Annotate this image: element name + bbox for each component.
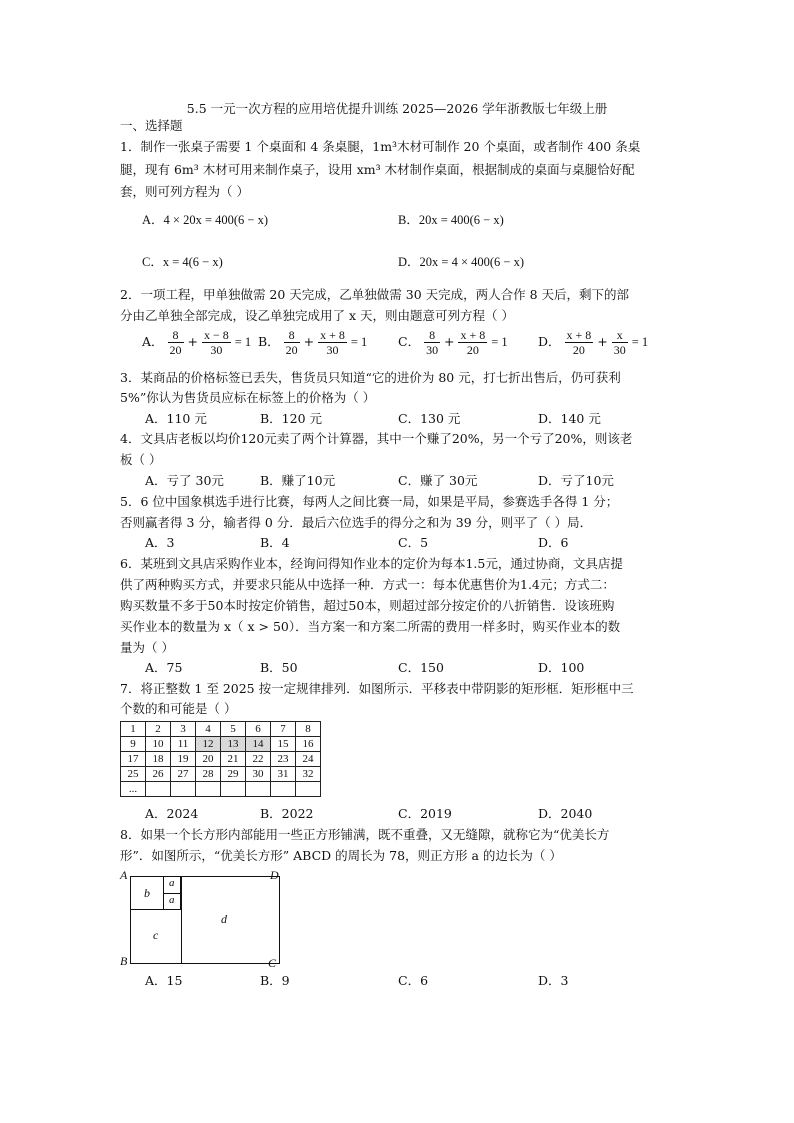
square-c-label: c <box>153 928 159 942</box>
q2-line2: 分由乙单独全部完成，设乙单独完成用了 x 天，则由题意可列方程（ ） <box>120 308 514 323</box>
q3-option-c[interactable]: C．130 元 <box>398 411 461 426</box>
q1-option-d[interactable]: D．20x = 4 × 400(6 − x) <box>398 255 525 269</box>
q5-line2: 否则赢者得 3 分，输者得 0 分．最后六位选手的得分之和为 39 分，则平了（ ）局． <box>120 515 593 530</box>
q7-option-c[interactable]: C．2019 <box>398 806 452 821</box>
q1-line2: 腿，现有 6m³ 木材可用来制作桌子，设用 xm³ 木材制作桌面，根据制成的桌面与桌腿恰好配 <box>120 162 635 177</box>
q7-option-a[interactable]: A．2024 <box>145 806 199 821</box>
fraction: $\frac{8}{20}$ <box>285 328 298 357</box>
q5-option-a[interactable]: A．3 <box>145 535 175 550</box>
number-grid-table <box>120 721 321 797</box>
q8-line1: 8．如果一个长方形内部能用一些正方形铺满，既不重叠，又无缝隙，就称它为“优美长方 <box>120 827 610 842</box>
grid-cell <box>196 782 221 797</box>
q6-line1: 6．某班到文具店采购作业本，经询问得知作业本的定价为每本1.5元，通过协商，文具店提 <box>120 556 623 571</box>
q3-option-b[interactable]: B．120 元 <box>260 411 323 426</box>
fraction: $\frac{x - 8}{30}$ <box>203 328 229 357</box>
q6-option-d[interactable]: D．100 <box>538 660 585 675</box>
grid-cell: 3 <box>171 722 196 737</box>
square-b-label: b <box>144 886 150 900</box>
q4-option-b[interactable]: B．赚了10元 <box>260 473 336 488</box>
q6-line4: 买作业本的数量为 x（ x > 50）．当方案一和方案二所需的费用一样多时，购买作业本的数 <box>120 619 621 634</box>
grid-row <box>121 737 321 752</box>
grid-cell: 31 <box>271 767 296 782</box>
grid-cell <box>171 782 196 797</box>
grid-cell: 4 <box>196 722 221 737</box>
fraction: $\frac{x + 8}{20}$ <box>566 328 592 357</box>
grid-cell <box>246 782 271 797</box>
grid-cell: 27 <box>171 767 196 782</box>
q2-option-c[interactable]: C． $\frac{8}{30}$ + $\frac{x + 8}{20}$ = 1 <box>398 328 508 357</box>
q3-option-a[interactable]: A．110 元 <box>145 411 207 426</box>
q8-line2: 形”．如图所示，“优美长方形” ABCD 的周长为 78，则正方形 a 的边长为（ ） <box>120 848 562 863</box>
square-d <box>181 876 280 964</box>
q1-line3: 套，则可列方程为（ ） <box>120 184 249 199</box>
fraction: $\frac{8}{30}$ <box>426 328 439 357</box>
q1-option-b[interactable]: B．20x = 400(6 − x) <box>398 213 504 227</box>
q5-option-b[interactable]: B．4 <box>260 535 290 550</box>
q3-line2: 5%”你认为售货员应标在标签上的价格为（ ） <box>120 390 376 405</box>
grid-cell: 21 <box>221 752 246 767</box>
grid-cell: 19 <box>171 752 196 767</box>
grid-cell: 8 <box>296 722 321 737</box>
grid-cell: 9 <box>121 737 146 752</box>
q4-option-d[interactable]: D．亏了10元 <box>538 473 614 488</box>
q7-line2: 个数的和可能是（ ） <box>120 701 237 716</box>
grid-cell <box>221 782 246 797</box>
q6-option-b[interactable]: B．50 <box>260 660 298 675</box>
grid-cell: 32 <box>296 767 321 782</box>
grid-cell: 12 <box>196 737 221 752</box>
q3-option-d[interactable]: D．140 元 <box>538 411 601 426</box>
q1-line1: 1．制作一张桌子需要 1 个桌面和 4 条桌腿，1m³木材可制作 20 个桌面，或者制作 400 条桌 <box>120 139 641 154</box>
q4-line1: 4．文具店老板以均价120元卖了两个计算器，其中一个赚了20%，另一个亏了20%，则该老 <box>120 431 633 446</box>
fraction: $\frac{x + 8}{30}$ <box>320 328 345 357</box>
grid-row <box>121 752 321 767</box>
grid-cell: 11 <box>171 737 196 752</box>
grid-cell: 29 <box>221 767 246 782</box>
q6-line2: 供了两种购买方式，并要求只能从中选择一种．方式一：每本优惠售价为1.4元；方式二： <box>120 577 615 592</box>
grid-cell: 14 <box>246 737 271 752</box>
grid-cell: 5 <box>221 722 246 737</box>
fraction: $\frac{x}{30}$ <box>613 328 626 357</box>
q2-option-d[interactable]: D． $\frac{x + 8}{20}$ + $\frac{x}{30}$ = 1 <box>538 328 649 357</box>
grid-cell: 16 <box>296 737 321 752</box>
q7-option-b[interactable]: B．2022 <box>260 806 314 821</box>
q4-option-a[interactable]: A．亏了 30元 <box>145 473 224 488</box>
vertex-d-label: D <box>270 868 279 882</box>
grid-cell: 22 <box>246 752 271 767</box>
grid-cell: 13 <box>221 737 246 752</box>
grid-cell: 7 <box>271 722 296 737</box>
grid-row <box>121 782 321 797</box>
vertex-b-label: B <box>120 954 128 968</box>
rectangle-figure <box>118 868 288 968</box>
q5-option-c[interactable]: C．5 <box>398 535 429 550</box>
q2-line1: 2．一项工程，甲单独做需 20 天完成，乙单独做需 30 天完成，两人合作 8 天后，剩下的部 <box>120 287 630 302</box>
q1-option-a[interactable]: A．4 × 20x = 400(6 − x) <box>142 213 269 227</box>
square-d-label: d <box>221 912 227 926</box>
grid-cell: 20 <box>196 752 221 767</box>
q7-option-d[interactable]: D．2040 <box>538 806 593 821</box>
section-heading: 一、选择题 <box>120 118 183 133</box>
grid-cell: 26 <box>146 767 171 782</box>
q6-option-a[interactable]: A．75 <box>145 660 183 675</box>
fraction: $\frac{8}{20}$ <box>169 328 182 357</box>
q8-option-b[interactable]: B．9 <box>260 973 290 988</box>
square-a-label-bottom: a <box>169 894 175 906</box>
grid-cell <box>146 782 171 797</box>
grid-cell: ... <box>121 782 146 797</box>
grid-cell: 17 <box>121 752 146 767</box>
grid-cell: 25 <box>121 767 146 782</box>
grid-cell <box>271 782 296 797</box>
grid-cell: 6 <box>246 722 271 737</box>
q8-option-a[interactable]: A．15 <box>145 973 183 988</box>
q6-line3: 购买数量不多于50本时按定价销售，超过50本，则超过部分按定价的八折销售．设该班购 <box>120 598 615 613</box>
q6-option-c[interactable]: C．150 <box>398 660 444 675</box>
grid-cell: 2 <box>146 722 171 737</box>
grid-cell: 18 <box>146 752 171 767</box>
grid-cell: 23 <box>271 752 296 767</box>
grid-cell: 10 <box>146 737 171 752</box>
grid-cell: 30 <box>246 767 271 782</box>
q5-option-d[interactable]: D．6 <box>538 535 569 550</box>
grid-cell: 28 <box>196 767 221 782</box>
q4-line2: 板（ ） <box>120 452 162 467</box>
q2-option-a[interactable]: A． $\frac{8}{20}$ + $\frac{x - 8}{30}$ = 1 <box>142 328 252 357</box>
grid-cell: 15 <box>271 737 296 752</box>
vertex-c-label: C <box>268 956 277 970</box>
q1-option-c[interactable]: C．x = 4(6 − x) <box>142 255 223 269</box>
q8-option-c[interactable]: C．6 <box>398 973 429 988</box>
grid-row <box>121 722 321 737</box>
grid-cell: 24 <box>296 752 321 767</box>
q8-option-d[interactable]: D．3 <box>538 973 569 988</box>
q2-option-b[interactable]: B． $\frac{8}{20}$ + $\frac{x + 8}{30}$ = 1 <box>258 328 368 357</box>
fraction: $\frac{x + 8}{20}$ <box>460 328 486 357</box>
vertex-a-label: A <box>120 868 128 882</box>
q7-line1: 7．将正整数 1 至 2025 按一定规律排列．如图所示．平移表中带阴影的矩形框．矩形框中三 <box>120 681 634 696</box>
q6-line5: 量为（ ） <box>120 640 174 655</box>
square-a-label-top: a <box>169 877 175 889</box>
grid-cell: 1 <box>121 722 146 737</box>
grid-cell <box>296 782 321 797</box>
q3-line1: 3．某商品的价格标签已丢失，售货员只知道“它的进价为 80 元，打七折出售后，仍可获利 <box>120 370 621 385</box>
q4-option-c[interactable]: C．赚了 30元 <box>398 473 478 488</box>
page-title: 5.5 一元一次方程的应用培优提升训练 2025—2026 学年浙教版七年级上册 <box>186 101 608 116</box>
q5-line1: 5．6 位中国象棋选手进行比赛，每两人之间比赛一局，如果是平局，参赛选手各得 1 分； <box>120 494 619 509</box>
grid-row <box>121 767 321 782</box>
